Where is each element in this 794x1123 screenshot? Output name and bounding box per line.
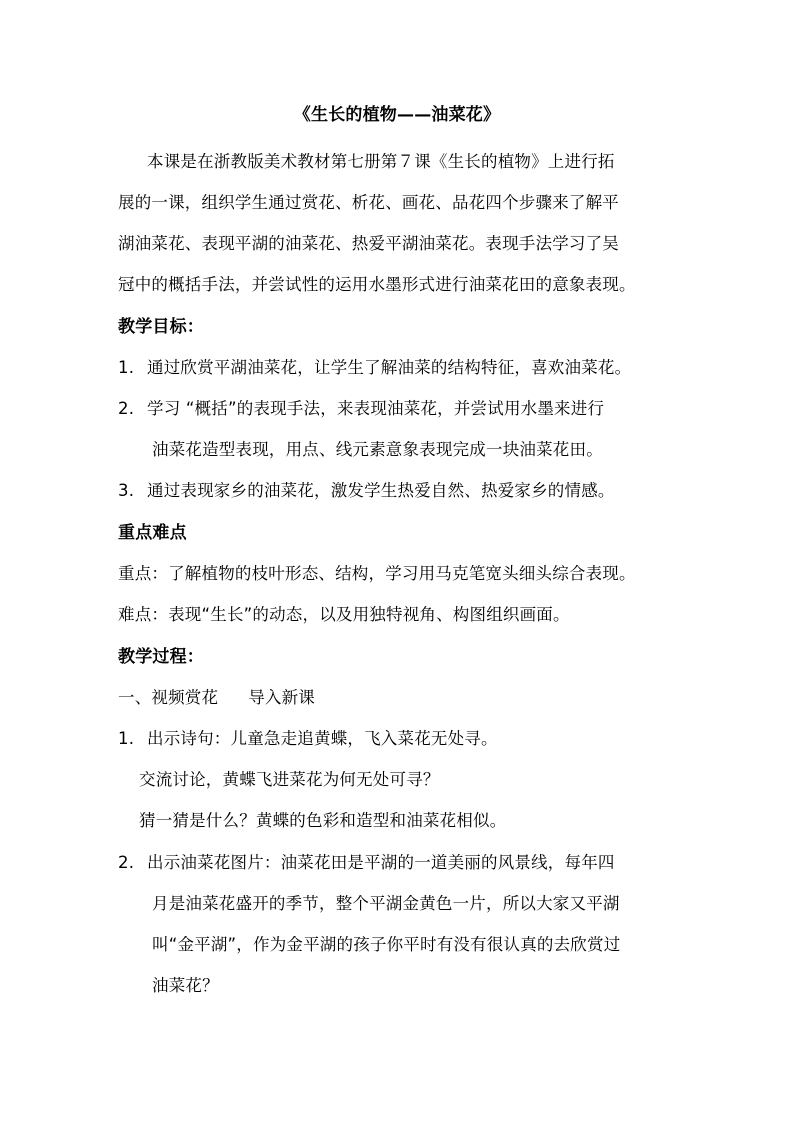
- intro-line-3: 湖油菜花、表现平湖的油菜花、热爱平湖油菜花。表现手法学习了吴: [118, 234, 619, 253]
- section-1-title-b: 导入新课: [248, 688, 316, 707]
- step-2-text: 出示油菜花图片：油菜花田是平湖的一道美丽的风景线，每年四: [147, 853, 615, 872]
- goal-item-3-text: 通过表现家乡的油菜花，激发学生热爱自然、热爱家乡的情感。: [147, 481, 615, 500]
- goals-heading: 教学目标：: [118, 317, 204, 337]
- intro-line-1: 本课是在浙教版美术教材第七册第７课《生长的植物》上进行拓: [147, 152, 615, 171]
- key-points-heading: 重点难点: [118, 523, 187, 543]
- goal-item-1: [118, 357, 631, 379]
- section-1-title-a: 一、视频赏花: [118, 688, 219, 707]
- step-1-sub-1: 交流讨论，黄蝶飞进菜花为何无处可寻？: [139, 770, 440, 789]
- goal-item-1-number: 1.: [118, 358, 135, 377]
- process-step-2: [118, 852, 615, 874]
- goal-item-2: [118, 398, 604, 420]
- document-title: 《生长的植物——油菜花》: [293, 105, 501, 125]
- goal-item-2-text: 学习 “概括”的表现手法，来表现油菜花，并尝试用水墨来进行: [147, 399, 605, 418]
- intro-line-2: 展的一课，组织学生通过赏花、析花、画花、品花四个步骤来了解平: [118, 193, 619, 212]
- process-heading: 教学过程：: [118, 647, 204, 667]
- step-1-text: 出示诗句：儿童急走追黄蝶，飞入菜花无处寻。: [147, 729, 498, 748]
- step-2-line-2: 月是油菜花盛开的季节，整个平湖金黄色一片，所以大家又平湖: [152, 894, 620, 913]
- difficult-point-text: 难点：表现“生长”的动态，以及用独特视角、构图组织画面。: [118, 605, 570, 624]
- step-2-line-3: 叫“金平湖”，作为金平湖的孩子你平时有没有很认真的去欣赏过: [152, 935, 621, 954]
- process-step-1: [118, 728, 498, 750]
- goal-item-2-number: 2.: [118, 399, 135, 418]
- intro-line-4: 冠中的概括手法，并尝试性的运用水墨形式进行油菜花田的意象表现。: [118, 275, 636, 294]
- step-2-number: 2.: [118, 853, 135, 872]
- goal-item-2-continuation: 油菜花造型表现，用点、线元素意象表现完成一块油菜花田。: [152, 440, 603, 459]
- step-1-number: 1.: [118, 729, 135, 748]
- step-2-line-4: 油菜花？: [152, 976, 219, 995]
- goal-item-3: [118, 480, 615, 502]
- step-1-sub-2: 猜一猜是什么？黄蝶的色彩和造型和油菜花相似。: [139, 811, 507, 830]
- process-section-1: [118, 687, 315, 709]
- key-point-text: 重点：了解植物的枝叶形态、结构，学习用马克笔宽头细头综合表现。: [118, 564, 636, 583]
- goal-item-3-number: 3.: [118, 481, 135, 500]
- goal-item-1-text: 通过欣赏平湖油菜花，让学生了解油菜的结构特征，喜欢油菜花。: [147, 358, 632, 377]
